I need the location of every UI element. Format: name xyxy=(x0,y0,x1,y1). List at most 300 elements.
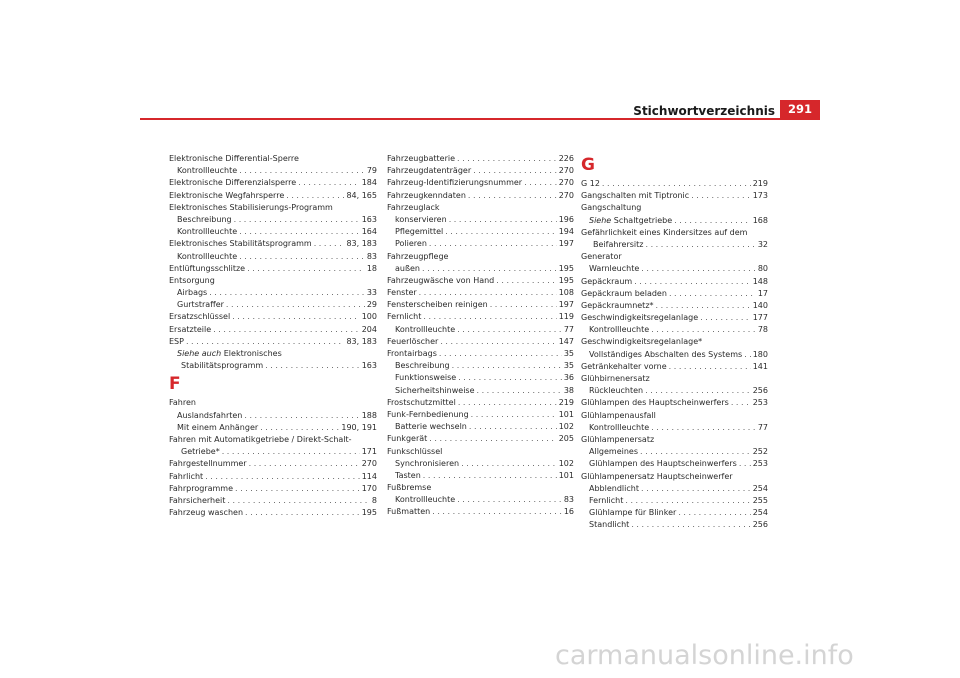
index-entry xyxy=(387,177,574,189)
page-reference: 180 xyxy=(752,349,768,359)
page-reference: 270 xyxy=(558,178,574,188)
index-term: Fahrzeuglack xyxy=(387,202,440,212)
index-term: Abblendlicht xyxy=(589,483,639,493)
dot-leader xyxy=(641,263,756,275)
dot-leader xyxy=(286,190,344,202)
index-entry xyxy=(169,263,377,275)
index-entry xyxy=(387,494,574,506)
index-entry xyxy=(581,385,768,397)
page-reference: 204 xyxy=(361,324,377,334)
dot-leader xyxy=(674,215,751,227)
section-letter-g: G xyxy=(581,155,595,175)
index-term: Geschwindigkeitsregelanlage* xyxy=(581,337,703,347)
dot-leader xyxy=(226,299,365,311)
dot-leader xyxy=(640,446,751,458)
dot-leader xyxy=(247,263,365,275)
index-entry xyxy=(169,434,377,446)
dot-leader xyxy=(227,495,369,507)
index-term: Funktionsweise xyxy=(395,373,457,383)
index-term: Fenster xyxy=(387,288,417,298)
index-entry xyxy=(581,263,768,275)
index-entry xyxy=(387,251,574,263)
page-reference: 173 xyxy=(752,191,768,201)
dot-leader xyxy=(314,238,345,250)
index-term: Rückleuchten xyxy=(589,386,644,396)
index-entry xyxy=(581,507,768,519)
index-term: Kontrollleuchte xyxy=(177,251,238,261)
page-reference: 35 xyxy=(563,349,574,358)
index-term: Funkschlüssel xyxy=(387,446,443,456)
index-entry xyxy=(387,385,574,397)
index-term: Beschreibung xyxy=(177,214,232,224)
index-entry xyxy=(581,446,768,458)
page-reference: 17 xyxy=(757,288,768,298)
page-reference: 270 xyxy=(558,190,574,200)
index-term: Fahrgestellnummer xyxy=(169,459,247,469)
index-term: Fensterscheiben reinigen xyxy=(387,300,488,310)
page-reference: 101 xyxy=(558,409,574,419)
index-entry xyxy=(581,239,768,251)
page-reference: 114 xyxy=(361,471,377,481)
index-term: Entlüftungsschlitze xyxy=(169,263,246,273)
index-entry xyxy=(169,287,377,299)
index-entry xyxy=(169,495,377,507)
index-entry xyxy=(581,349,768,361)
index-entry xyxy=(387,202,574,214)
index-entry xyxy=(387,397,574,409)
dot-leader xyxy=(625,495,750,507)
index-term: Synchronisieren xyxy=(395,458,460,468)
index-term: Siehe auch Elektronisches xyxy=(177,349,282,358)
index-entry xyxy=(581,276,768,288)
section-letter-f: F xyxy=(169,374,181,395)
index-term: Getriebe* xyxy=(181,447,220,457)
index-term: Fernlicht xyxy=(589,495,624,505)
index-term: Stabilitätsprogramm xyxy=(181,361,264,371)
dot-leader xyxy=(471,409,557,421)
page-reference: 270 xyxy=(558,166,574,176)
page-reference: 83, 183 xyxy=(346,239,377,249)
index-term: Kontrollleuchte xyxy=(177,227,238,237)
page-reference: 101 xyxy=(558,470,574,480)
page-reference: 18 xyxy=(366,263,377,273)
page-reference: 83 xyxy=(366,251,377,261)
dot-leader xyxy=(432,506,562,518)
dot-leader xyxy=(419,287,557,299)
index-term: Glühlampenersatz Hauptscheinwerfer xyxy=(581,471,733,481)
dot-leader xyxy=(631,519,750,531)
index-entry xyxy=(387,153,574,165)
index-entry xyxy=(581,361,768,373)
page-reference: 140 xyxy=(752,300,768,310)
index-entry xyxy=(581,483,768,495)
index-term: Fahrlicht xyxy=(169,471,204,481)
page-reference: 108 xyxy=(558,288,574,298)
dot-leader xyxy=(602,178,751,190)
index-term: Gangschaltung xyxy=(581,203,642,213)
dot-leader xyxy=(186,336,344,348)
index-entry xyxy=(581,471,768,483)
index-entry xyxy=(387,458,574,470)
index-term: Auslandsfahrten xyxy=(177,410,243,420)
index-entry xyxy=(169,348,377,360)
index-entry xyxy=(387,287,574,299)
index-entry xyxy=(581,300,768,312)
index-term: Kontrollleuchte xyxy=(589,422,650,432)
dot-leader xyxy=(235,483,360,495)
index-term: Kontrollleuchte xyxy=(177,166,238,176)
page-reference: 171 xyxy=(361,447,377,457)
page-reference: 148 xyxy=(752,276,768,286)
index-entry xyxy=(387,433,574,445)
index-term: Glühbirnenersatz xyxy=(581,374,650,383)
dot-leader xyxy=(457,494,562,506)
page-reference: 256 xyxy=(752,386,768,396)
index-entry xyxy=(581,495,768,507)
page-reference: 164 xyxy=(361,227,377,237)
index-entry xyxy=(581,227,768,239)
dot-leader xyxy=(222,446,360,458)
index-term: Gefährlichkeit eines Kindersitzes auf dem xyxy=(581,227,748,237)
index-term: Fahrzeug-Identifizierungsnummer xyxy=(387,178,523,188)
index-term: Generator xyxy=(581,252,622,262)
index-entry xyxy=(169,483,377,495)
index-entry xyxy=(581,410,768,422)
dot-leader xyxy=(265,360,360,372)
index-term: Standlicht xyxy=(589,520,630,530)
page-reference: 226 xyxy=(558,154,574,163)
index-term: Fahrzeugdatenträger xyxy=(387,166,472,176)
index-term: G 12 xyxy=(581,179,600,188)
index-term: Tasten xyxy=(395,470,421,480)
page-reference: 29 xyxy=(366,300,377,310)
dot-leader xyxy=(423,311,556,323)
dot-leader xyxy=(298,177,360,189)
index-term: Gurtstraffer xyxy=(177,300,224,310)
dot-leader xyxy=(213,324,360,336)
index-entry xyxy=(169,446,377,458)
index-term: Fernlicht xyxy=(387,312,422,322)
index-entry xyxy=(387,263,574,275)
index-entry xyxy=(169,190,377,202)
dot-leader xyxy=(651,324,756,336)
index-term: Fahrzeug waschen xyxy=(169,508,244,518)
dot-leader xyxy=(744,349,751,361)
page-reference: 188 xyxy=(361,410,377,420)
index-term: Fahrzeugpflege xyxy=(387,251,449,261)
index-term: Getränkehalter vorne xyxy=(581,361,667,371)
index-term: Ersatzschlüssel xyxy=(169,312,231,322)
dot-leader xyxy=(440,336,556,348)
index-column-2 xyxy=(387,153,574,519)
page-reference: 84, 165 xyxy=(346,190,377,200)
dot-leader xyxy=(645,239,755,251)
page-reference: 100 xyxy=(361,312,377,322)
page-reference: 102 xyxy=(558,458,574,468)
dot-leader xyxy=(669,288,756,300)
dot-leader xyxy=(468,190,557,202)
index-term: Fahren xyxy=(169,398,196,408)
dot-leader xyxy=(209,287,365,299)
page-reference: 33 xyxy=(366,288,377,298)
index-term: ESP xyxy=(169,336,184,346)
index-term: Entsorgung xyxy=(169,275,215,285)
index-entry xyxy=(169,422,377,434)
page-reference: 163 xyxy=(361,361,377,371)
dot-leader xyxy=(249,458,360,470)
index-term: Gepäckraumnetz* xyxy=(581,300,654,310)
index-entry xyxy=(387,214,574,226)
index-entry xyxy=(387,348,574,360)
dot-leader xyxy=(458,372,562,384)
page-reference: 270 xyxy=(361,459,377,469)
dot-leader xyxy=(239,165,365,177)
dot-leader xyxy=(691,190,751,202)
index-entry xyxy=(387,360,574,372)
index-entry xyxy=(387,275,574,287)
index-entry xyxy=(169,410,377,422)
watermark: carmanualsonline.info xyxy=(555,640,854,671)
page-reference: 195 xyxy=(361,508,377,518)
index-column-1 xyxy=(169,153,377,519)
index-term: Airbags xyxy=(177,288,208,298)
dot-leader xyxy=(651,422,756,434)
index-term: Fahrzeugkenndaten xyxy=(387,190,466,200)
page-reference: 190, 191 xyxy=(341,422,377,432)
page-reference: 38 xyxy=(563,385,574,395)
page-reference: 196 xyxy=(558,214,574,224)
dot-leader xyxy=(669,361,751,373)
index-term: Elektronisches Stabilisierungs-Programm xyxy=(169,202,333,212)
index-entry xyxy=(169,360,377,372)
dot-leader xyxy=(634,276,751,288)
page-reference: 195 xyxy=(558,263,574,273)
page-reference: 177 xyxy=(752,313,768,323)
index-term: Batterie wechseln xyxy=(395,422,467,432)
index-entry xyxy=(169,153,377,165)
index-term: Elektronische Differenzialsperre xyxy=(169,178,297,188)
index-term: Glühlampen des Hauptscheinwerfers xyxy=(581,398,729,408)
index-entry xyxy=(169,177,377,189)
index-term: Allgemeines xyxy=(589,447,639,457)
header-rule xyxy=(140,118,820,120)
dot-leader xyxy=(439,348,562,360)
index-term: Glühlampe für Blinker xyxy=(589,508,677,518)
index-term: Siehe Schaltgetriebe xyxy=(589,215,673,225)
index-entry xyxy=(387,506,574,518)
index-entry xyxy=(581,215,768,227)
index-term: Warnleuchte xyxy=(589,264,640,274)
page-reference: 78 xyxy=(757,325,768,335)
page-reference: 8 xyxy=(371,495,377,505)
page-reference: 194 xyxy=(558,227,574,237)
page-reference: 141 xyxy=(752,361,768,371)
index-entry xyxy=(581,312,768,324)
index-term: Gepäckraum beladen xyxy=(581,288,667,298)
dot-leader xyxy=(232,311,360,323)
page-reference: 197 xyxy=(558,300,574,310)
index-entry xyxy=(169,311,377,323)
page-reference: 195 xyxy=(558,275,574,285)
index-term: Beifahrersitz xyxy=(593,239,644,249)
page-reference: 163 xyxy=(361,214,377,224)
index-entry xyxy=(169,324,377,336)
page-number-badge: 291 xyxy=(780,100,820,118)
dot-leader xyxy=(656,300,751,312)
index-entry xyxy=(169,336,377,348)
index-term: Glühlampen des Hauptscheinwerfers xyxy=(589,459,737,469)
dot-leader xyxy=(469,421,557,433)
page-reference: 197 xyxy=(558,239,574,249)
dot-leader xyxy=(234,214,360,226)
index-entry xyxy=(169,165,377,177)
index-entry xyxy=(581,422,768,434)
dot-leader xyxy=(423,470,557,482)
index-entry xyxy=(169,507,377,519)
dot-leader xyxy=(496,275,556,287)
index-term: Fußmatten xyxy=(387,507,431,517)
index-term: Glühlampenausfall xyxy=(581,410,656,420)
index-entry xyxy=(169,251,377,263)
dot-leader xyxy=(739,458,751,470)
index-term: Fahrsicherheit xyxy=(169,495,226,505)
index-entry xyxy=(387,238,574,250)
page-reference: 77 xyxy=(563,324,574,334)
index-entry xyxy=(169,214,377,226)
dot-leader xyxy=(490,299,557,311)
page-reference: 168 xyxy=(752,215,768,225)
index-entry xyxy=(581,434,768,446)
dot-leader xyxy=(244,410,359,422)
index-term: Fahrzeugbatterie xyxy=(387,154,456,163)
index-entry xyxy=(169,238,377,250)
index-entry xyxy=(581,519,768,531)
dot-leader xyxy=(205,471,360,483)
page-reference: 219 xyxy=(558,397,574,407)
index-term: Beschreibung xyxy=(395,361,450,371)
page-reference: 253 xyxy=(752,459,768,469)
index-term: Kontrollleuchte xyxy=(589,325,650,335)
index-entry xyxy=(169,275,377,287)
dot-leader xyxy=(245,507,360,519)
index-entry xyxy=(387,446,574,458)
index-entry xyxy=(581,202,768,214)
dot-leader xyxy=(458,397,557,409)
dot-leader xyxy=(260,422,339,434)
dot-leader xyxy=(457,153,557,165)
dot-leader xyxy=(678,507,750,519)
index-term: konservieren xyxy=(395,214,447,224)
index-term: Kontrollleuchte xyxy=(395,324,456,334)
page-reference: 79 xyxy=(366,166,377,176)
index-entry xyxy=(169,471,377,483)
index-entry xyxy=(387,226,574,238)
index-term: Elektronische Wegfahrsperre xyxy=(169,190,285,200)
index-entry xyxy=(169,202,377,214)
page-reference: 184 xyxy=(361,178,377,188)
index-entry xyxy=(387,190,574,202)
page-reference: 16 xyxy=(563,507,574,517)
dot-leader xyxy=(239,226,360,238)
index-term: Feuerlöscher xyxy=(387,336,439,346)
page-reference: 147 xyxy=(558,336,574,346)
page-reference: 255 xyxy=(752,495,768,505)
index-entry xyxy=(169,397,377,409)
index-entry xyxy=(581,373,768,385)
page-reference: 80 xyxy=(757,264,768,274)
index-entry xyxy=(387,470,574,482)
page-reference: 119 xyxy=(558,312,574,322)
index-term: Sicherheitshinweise xyxy=(395,385,475,395)
dot-leader xyxy=(429,433,556,445)
page-reference: 170 xyxy=(361,483,377,493)
index-entry xyxy=(581,178,768,190)
index-entry xyxy=(387,409,574,421)
index-entry xyxy=(387,311,574,323)
index-entry xyxy=(581,458,768,470)
index-entry xyxy=(387,482,574,494)
page-reference: 77 xyxy=(757,422,768,432)
index-column-3 xyxy=(581,153,768,531)
index-entry xyxy=(581,251,768,263)
index-entry xyxy=(387,299,574,311)
dot-leader xyxy=(422,263,557,275)
dot-leader xyxy=(445,226,557,238)
page-reference: 32 xyxy=(757,239,768,249)
index-entry xyxy=(581,336,768,348)
index-entry xyxy=(387,336,574,348)
dot-leader xyxy=(641,483,751,495)
page-reference: 83, 183 xyxy=(346,336,377,346)
index-entry xyxy=(581,397,768,409)
page-reference: 35 xyxy=(563,361,574,371)
page-reference: 205 xyxy=(558,434,574,444)
index-term: Fahren mit Automatikgetriebe / Direkt-Schalt- xyxy=(169,434,352,444)
index-term: Funk-Fernbedienung xyxy=(387,409,469,419)
index-term: Elektronisches Stabilitätsprogramm xyxy=(169,239,312,249)
index-term: Ersatzteile xyxy=(169,324,212,334)
index-term: Pflegemittel xyxy=(395,227,444,237)
index-term: Fahrprogramme xyxy=(169,483,233,493)
index-entry xyxy=(387,165,574,177)
dot-leader xyxy=(524,177,557,189)
index-entry xyxy=(581,190,768,202)
index-term: Mit einem Anhänger xyxy=(177,422,259,432)
page-reference: 36 xyxy=(563,373,574,383)
index-entry xyxy=(581,324,768,336)
index-term: Glühlampenersatz xyxy=(581,434,655,444)
dot-leader xyxy=(457,324,562,336)
page-reference: 254 xyxy=(752,508,768,518)
index-entry xyxy=(169,226,377,238)
page-reference: 256 xyxy=(752,520,768,530)
index-entry xyxy=(387,324,574,336)
page-reference: 252 xyxy=(752,447,768,457)
dot-leader xyxy=(731,397,751,409)
index-term: Geschwindigkeitsregelanlage xyxy=(581,313,699,323)
page-reference: 83 xyxy=(563,495,574,505)
dot-leader xyxy=(449,214,557,226)
index-term: Elektronische Differential-Sperre xyxy=(169,154,299,163)
index-entry xyxy=(169,458,377,470)
dot-leader xyxy=(477,385,562,397)
index-term: Gangschalten mit Tiptronic xyxy=(581,191,690,201)
page-reference: 219 xyxy=(752,179,768,188)
dot-leader xyxy=(461,458,557,470)
index-term: außen xyxy=(395,263,421,273)
dot-leader xyxy=(700,312,751,324)
index-term: Frostschutzmittel xyxy=(387,397,456,407)
